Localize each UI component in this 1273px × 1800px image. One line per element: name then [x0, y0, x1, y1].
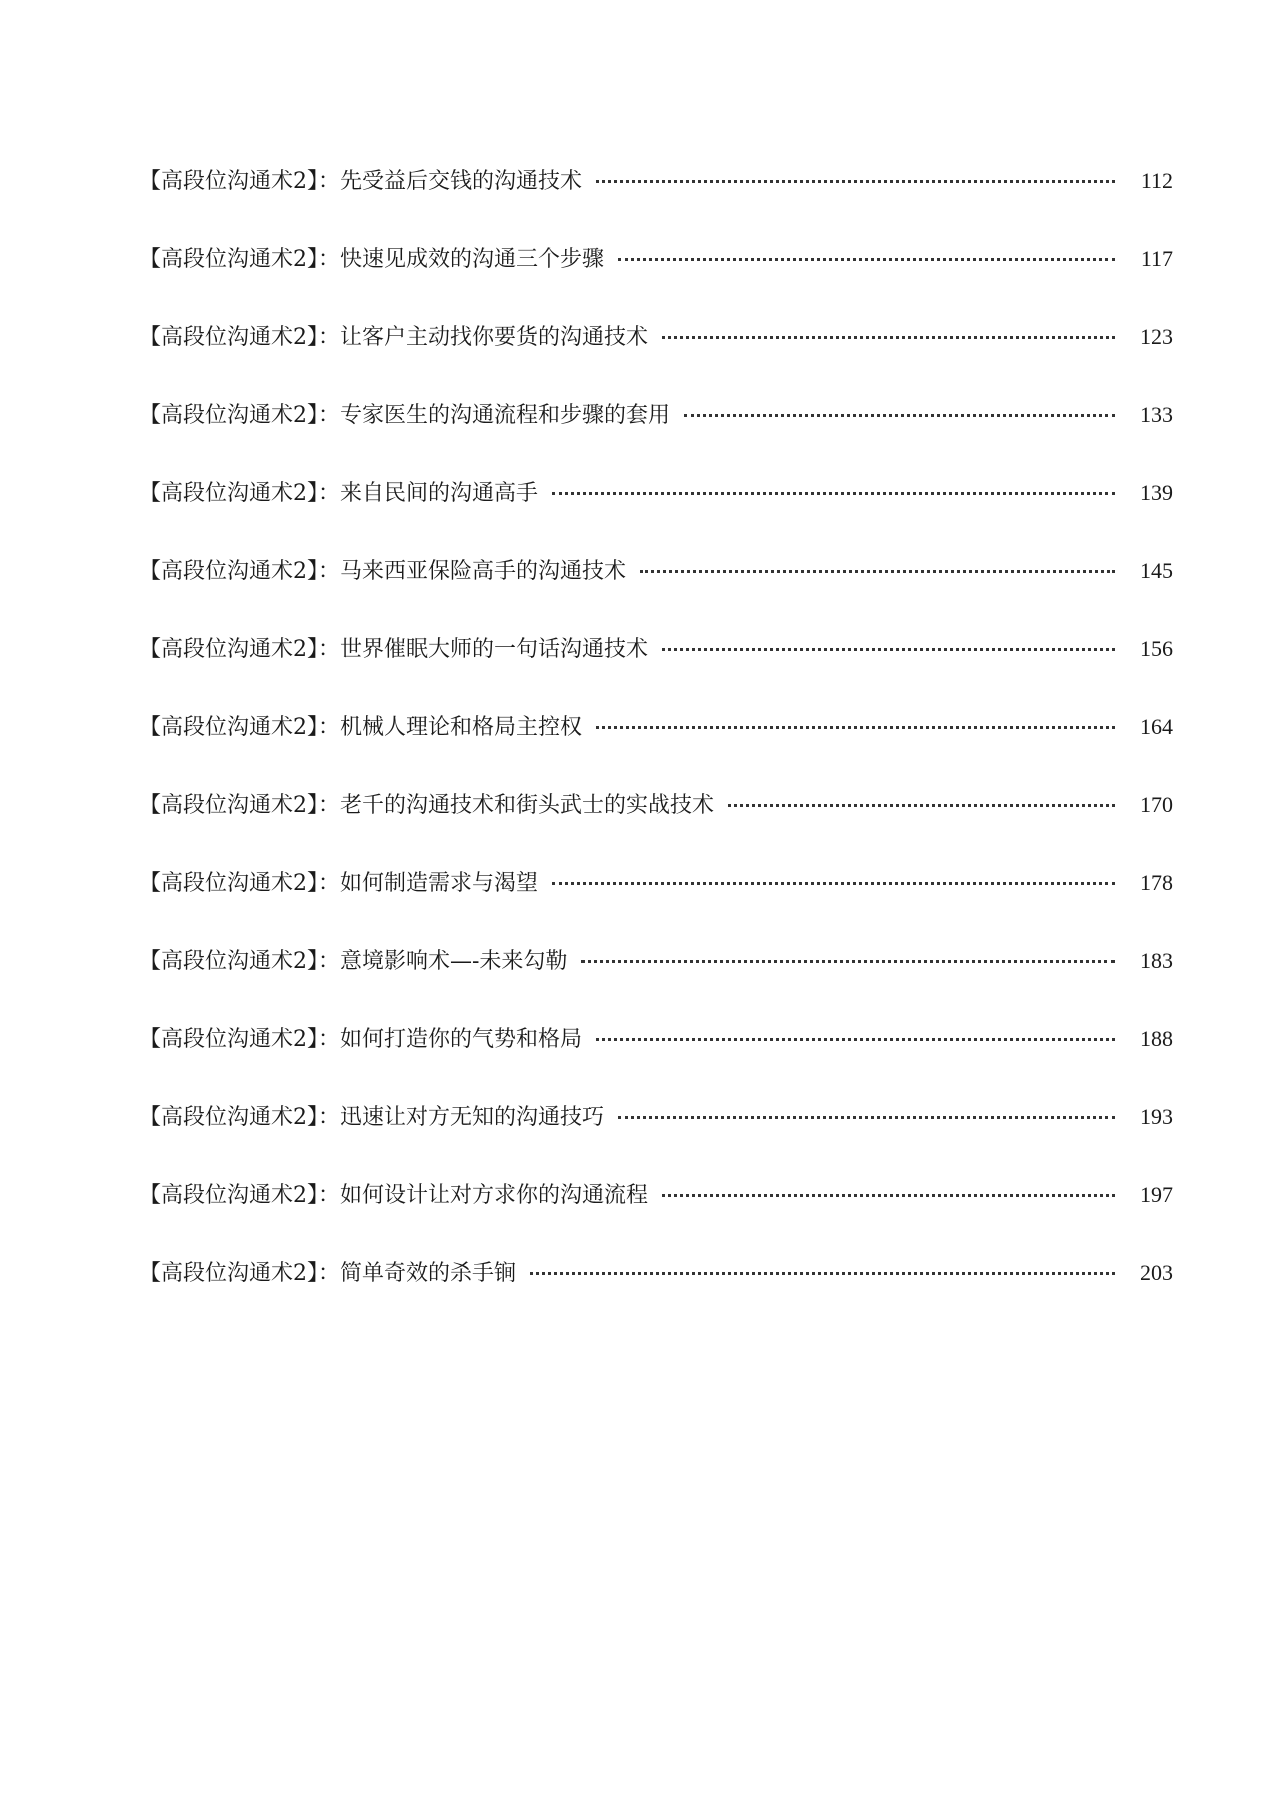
toc-entry-page: 170	[1140, 792, 1173, 817]
toc-entry[interactable]	[139, 244, 1173, 322]
toc-entry-title: 【高段位沟通术2】：让客户主动找你要货的沟通技术	[139, 325, 648, 350]
toc-entry-title: 【高段位沟通术2】：快速见成效的沟通三个步骤	[139, 247, 604, 272]
toc-entry[interactable]	[139, 1024, 1173, 1102]
toc-entry-page: 197	[1140, 1182, 1173, 1207]
dot-leader	[552, 492, 1115, 495]
dot-leader	[596, 180, 1115, 183]
dot-leader	[618, 1116, 1115, 1119]
toc-entry[interactable]	[139, 946, 1173, 1024]
toc-entry-title: 【高段位沟通术2】：机械人理论和格局主控权	[139, 715, 582, 740]
table-of-contents	[139, 166, 1173, 1336]
dot-leader	[662, 648, 1115, 651]
toc-entry-title: 【高段位沟通术2】：如何打造你的气势和格局	[139, 1027, 582, 1052]
toc-entry[interactable]	[139, 634, 1173, 712]
toc-entry-title: 【高段位沟通术2】：先受益后交钱的沟通技术	[139, 169, 582, 194]
dot-leader	[684, 414, 1115, 417]
dot-leader	[640, 570, 1115, 573]
toc-entry-title: 【高段位沟通术2】：世界催眠大师的一句话沟通技术	[139, 637, 648, 662]
dot-leader	[596, 726, 1115, 729]
toc-entry[interactable]	[139, 556, 1173, 634]
dot-leader	[618, 258, 1115, 261]
toc-entry-page: 133	[1140, 402, 1173, 427]
toc-entry[interactable]	[139, 322, 1173, 400]
toc-entry-title: 【高段位沟通术2】：迅速让对方无知的沟通技巧	[139, 1105, 604, 1130]
toc-entry-page: 145	[1140, 558, 1173, 583]
toc-entry-page: 188	[1140, 1026, 1173, 1051]
toc-entry[interactable]	[139, 1258, 1173, 1336]
toc-entry[interactable]	[139, 1180, 1173, 1258]
toc-entry-title: 【高段位沟通术2】：老千的沟通技术和街头武士的实战技术	[139, 793, 714, 818]
toc-entry-page: 156	[1140, 636, 1173, 661]
toc-entry[interactable]	[139, 712, 1173, 790]
toc-entry-page: 203	[1140, 1260, 1173, 1285]
toc-entry-title: 【高段位沟通术2】：专家医生的沟通流程和步骤的套用	[139, 403, 670, 428]
toc-entry[interactable]	[139, 478, 1173, 556]
toc-entry[interactable]	[139, 166, 1173, 244]
toc-entry[interactable]	[139, 400, 1173, 478]
toc-entry-page: 117	[1140, 246, 1173, 271]
dot-leader	[728, 804, 1115, 807]
dot-leader	[552, 882, 1115, 885]
toc-entry-title: 【高段位沟通术2】：马来西亚保险高手的沟通技术	[139, 559, 626, 584]
toc-entry-title: 【高段位沟通术2】：意境影响术—-未来勾勒	[139, 949, 568, 974]
dot-leader	[662, 336, 1115, 339]
dot-leader	[581, 960, 1115, 963]
toc-entry-page: 183	[1140, 948, 1173, 973]
toc-entry-title: 【高段位沟通术2】：如何制造需求与渴望	[139, 871, 538, 896]
toc-entry-page: 112	[1140, 168, 1173, 193]
toc-entry-title: 【高段位沟通术2】：来自民间的沟通高手	[139, 481, 538, 506]
toc-entry-title: 【高段位沟通术2】：如何设计让对方求你的沟通流程	[139, 1183, 648, 1208]
toc-entry-page: 178	[1140, 870, 1173, 895]
toc-entry-title: 【高段位沟通术2】：简单奇效的杀手锏	[139, 1261, 516, 1286]
dot-leader	[662, 1194, 1115, 1197]
toc-entry[interactable]	[139, 868, 1173, 946]
toc-entry-page: 164	[1140, 714, 1173, 739]
toc-entry-page: 123	[1140, 324, 1173, 349]
toc-entry[interactable]	[139, 790, 1173, 868]
toc-entry-page: 193	[1140, 1104, 1173, 1129]
toc-entry[interactable]	[139, 1102, 1173, 1180]
dot-leader	[596, 1038, 1115, 1041]
dot-leader	[530, 1272, 1115, 1275]
toc-entry-page: 139	[1140, 480, 1173, 505]
